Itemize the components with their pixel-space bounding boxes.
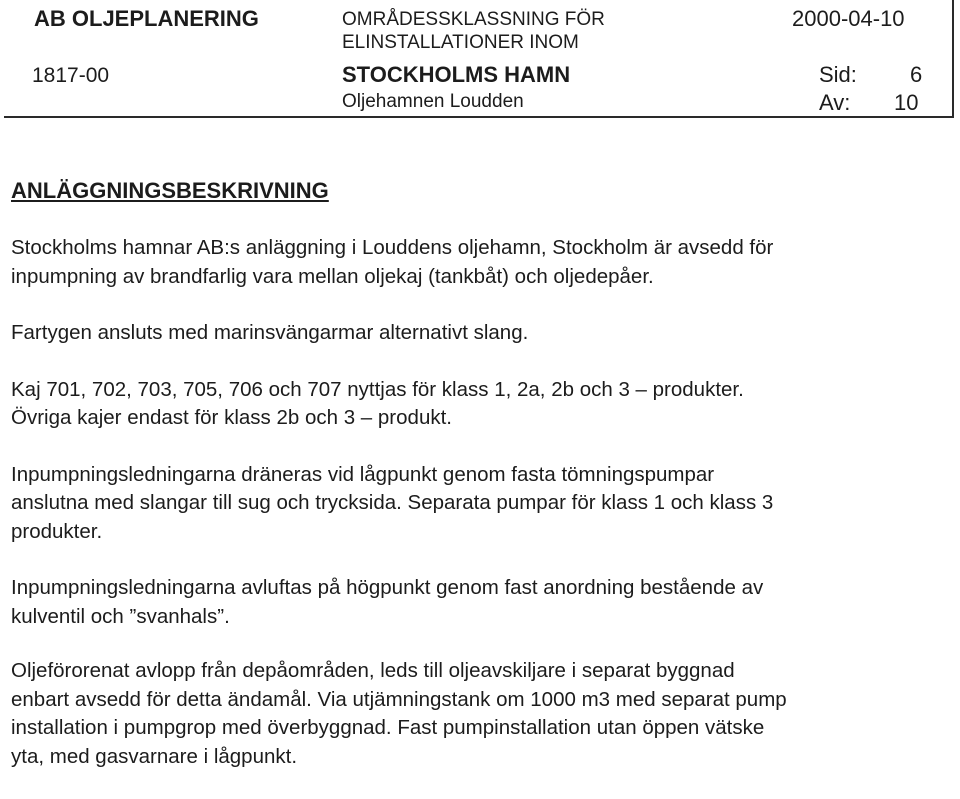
paragraph-line: Inpumpningsledningarna dräneras vid lågpunkt genom fasta tömningspumpar [11, 462, 715, 486]
document-date: 2000-04-10 [792, 6, 905, 31]
paragraph [11, 234, 956, 291]
paragraph [11, 376, 956, 433]
document-number: 1817-00 [32, 64, 110, 87]
paragraph [11, 461, 956, 547]
paragraph-line: Oljeförorenat avlopp från depåområden, leds till oljeavskiljare i separat byggnad [11, 659, 735, 682]
paragraph-line: Inpumpningsledningarna avluftas på högpunkt genom fast anordning bestående av [11, 576, 764, 599]
paragraph-line: produkter. [11, 519, 103, 543]
paragraph-line: yta, med gasvarnare i lågpunkt. [11, 744, 298, 768]
paragraph-line: Stockholms hamnar AB:s anläggning i Louddens oljehamn, Stockholm är avsedd för [11, 236, 774, 259]
location-title: STOCKHOLMS HAMN [342, 62, 571, 87]
classification-line-2: ELINSTALLATIONER INOM [342, 32, 579, 53]
document-header [4, 0, 954, 118]
paragraph [11, 657, 956, 771]
section-body [11, 234, 956, 799]
paragraph-line: enbart avsedd för detta ändamål. Via utjämningstank om 1000 m3 med separat pump [11, 687, 787, 711]
total-pages-label: Av: [819, 90, 851, 115]
total-pages: 10 [894, 90, 919, 115]
paragraph-line: anslutna med slangar till sug och trycksida. Separata pumpar för klass 1 och klass 3 [11, 491, 774, 514]
paragraph-line: Fartygen ansluts med marinsvängarmar alternativt slang. [11, 321, 529, 344]
page-label: Sid: [819, 62, 857, 87]
paragraph-line: kulventil och ”svanhals”. [11, 604, 230, 628]
document-classification [342, 8, 605, 54]
company-name: AB OLJEPLANERING [34, 6, 259, 31]
paragraph-line: installation i pumpgrop med överbyggnad. Fast pumpinstallation utan öppen vätske [11, 716, 765, 739]
paragraph-line: Övriga kajer endast för klass 2b och 3 – produkt. [11, 406, 452, 429]
sublocation-name: Oljehamnen Loudden [342, 91, 524, 112]
paragraph [11, 574, 956, 631]
paragraph-line: inpumpning av brandfarlig vara mellan oljekaj (tankbåt) och oljedepåer. [11, 264, 654, 288]
section-title: ANLÄGGNINGSBESKRIVNING [11, 178, 329, 203]
paragraph [11, 319, 956, 348]
classification-line-1: OMRÅDESSKLASSNING FÖR [342, 9, 605, 30]
page-number: 6 [910, 62, 923, 87]
paragraph-line: Kaj 701, 702, 703, 705, 706 och 707 nyttjas för klass 1, 2a, 2b och 3 – produkter. [11, 377, 744, 401]
